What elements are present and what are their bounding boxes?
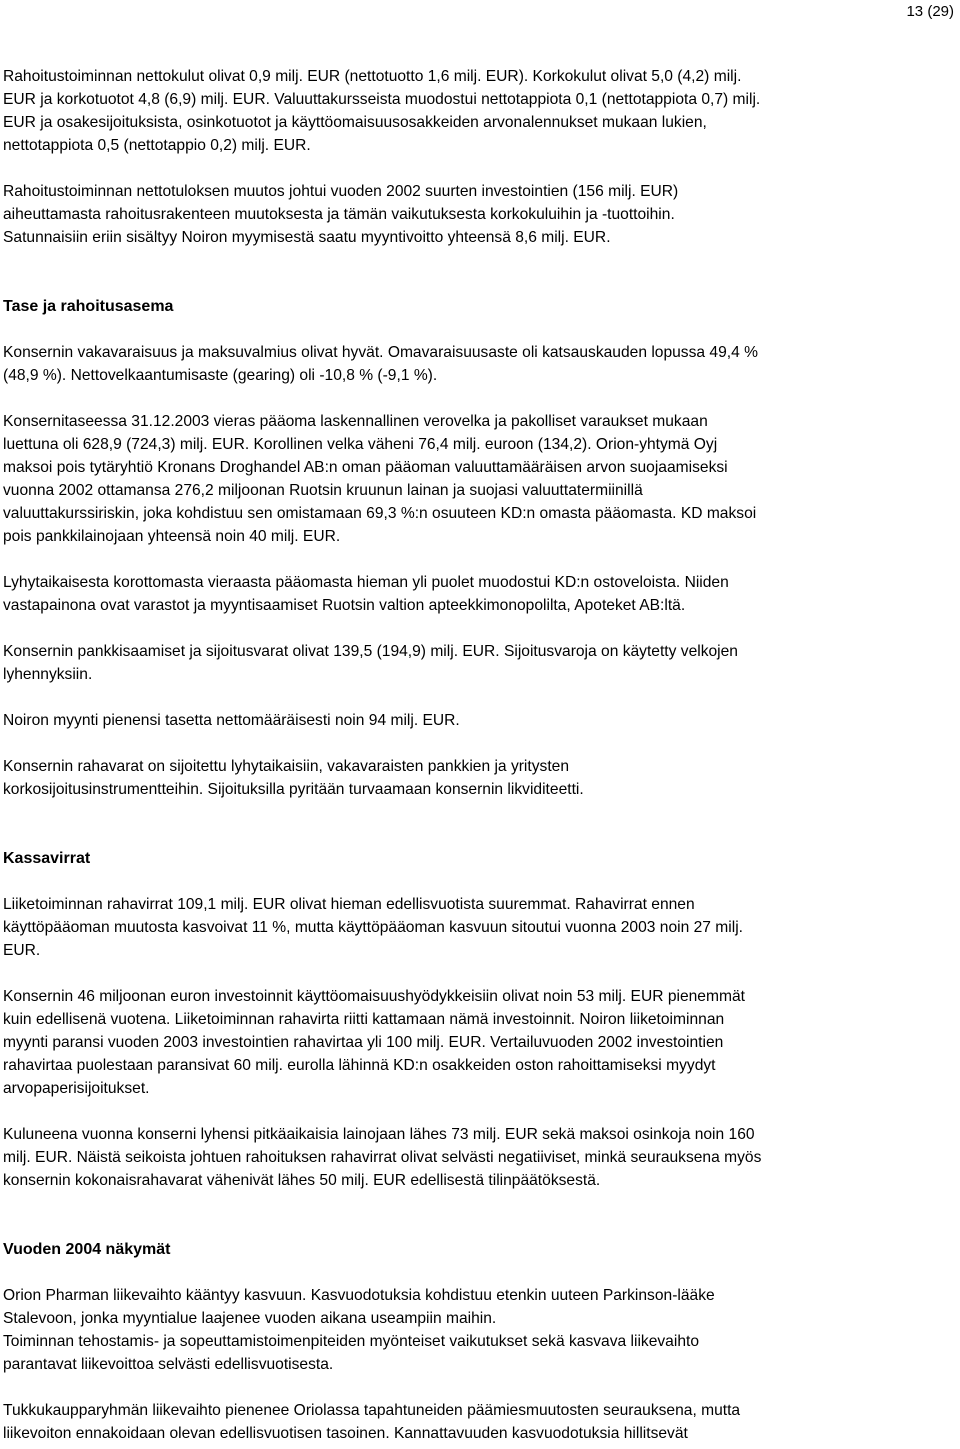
paragraph-noiro-sale: Noiron myynti pienensi tasetta nettomääräisesti noin 94 milj. EUR. [3, 712, 460, 729]
paragraph-solvency: Konsernin vakavaraisuus ja maksuvalmius olivat hyvät. Omavaraisuusaste oli katsauskauden lopussa 49,4 % (48,9 %). Nettovelkaantumisaste (gearing) oli -10,8 % (-9,1 %). [3, 344, 758, 384]
paragraph-wholesale-outlook: Tukkukaupparyhmän liikevaihto pienenee Oriolassa tapahtuneiden päämiesmuutosten seurauksena, mutta liikevoiton ennakoidaan olevan edellisvuotisen tasoinen. Kannattavuuden kasvuodotuksia hillitsevät [3, 1402, 741, 1442]
spacer [3, 272, 953, 295]
spacer [3, 824, 953, 847]
paragraph-net-result-change: Rahoitustoiminnan nettotuloksen muutos johtui vuoden 2002 suurten investointien (156 milj. EUR) aiheuttamasta rahoitusrakenteen muutoksesta ja tämän vaikutuksesta korkokuluihin ja -tuottoihin. Satunnaisiin eriin sisältyy Noiron myymisestä saatu myyntivoitto yhteensä 8,6 milj. EUR. [3, 183, 679, 246]
paragraph-operating-cash-flow: Liiketoiminnan rahavirrat 109,1 milj. EUR olivat hieman edellisvuotista suuremmat. Rahavirrat ennen käyttöpääoman muutosta kasvoivat 11 %, mutta käyttöpääoman kasvuun sitoutui vuonna 2003 noin 27 milj. EUR. [3, 896, 743, 959]
paragraph-liabilities: Konsernitaseessa 31.12.2003 vieras pääoma laskennallinen verovelka ja pakolliset varaukset mukaan luettuna oli 628,9 (724,3) milj. EUR. Korollinen velka väheni 76,4 milj. euroon (134,2). Orion-yhtymä Oyj maksoi pois tytäryhtiö Kronans Droghandel AB:n oman pääoman valuuttamääräisen arvon suojaamiseksi vuonna 2002 ottamansa 276,2 miljoonan Ruotsin kruunun lainan ja suojasi valuuttatermiinillä valuuttakurssiriskin, joka kohdistuu sen omistamaan 69,3 %:n osuuteen KD:n omasta pääomasta. KD maksoi pois pankkilainojaan yhteensä noin 40 milj. EUR. [3, 413, 757, 545]
paragraph-financing-cash-flow: Kuluneena vuonna konserni lyhensi pitkäaikaisia lainojaan lähes 73 milj. EUR sekä maksoi osinkoja noin 160 milj. EUR. Näistä seikoista johtuen rahoituksen rahavirrat olivat selvästi negatiiviset, minkä seurauksena myös konsernin kokonaisrahavarat vähenivät lähes 50 milj. EUR edellisestä tilinpäätöksestä. [3, 1126, 762, 1189]
paragraph-cash-investments: Konsernin rahavarat on sijoitettu lyhytaikaisiin, vakavaraisten pankkien ja yritysten korkosijoitusinstrumentteihin. Sijoituksilla pyritään turvaamaan konsernin likviditeetti. [3, 758, 584, 798]
paragraph-bank-receivables: Konsernin pankkisaamiset ja sijoitusvarat olivat 139,5 (194,9) milj. EUR. Sijoitusvaroja on käytetty velkojen lyhennyksiin. [3, 643, 738, 683]
document-body [3, 65, 953, 1445]
paragraph-orion-pharma-outlook: Orion Pharman liikevaihto kääntyy kasvuun. Kasvuodotuksia kohdistuu etenkin uuteen Parkinson-lääke Stalevoon, jonka myyntialue laajenee vuoden aikana useampiin maihin. Toiminnan tehostamis- ja sopeuttamistoimenpiteiden myönteiset vaikutukset sekä kasvava liikevaihto parantavat liikevoittoa selvästi edellisvuotisesta. [3, 1287, 715, 1373]
heading-balance-sheet: Tase ja rahoitusasema [3, 298, 174, 315]
paragraph-financial-costs: Rahoitustoiminnan nettokulut olivat 0,9 milj. EUR (nettotuotto 1,6 milj. EUR). Korkokulut olivat 5,0 (4,2) milj. EUR ja korkotuotot 4,8 (6,9) milj. EUR. Valuuttakursseista muodostui nettotappiota 0,1 (nettotappiota 0,7) milj. EUR ja osakesijoituksista, osinkotuotot ja käyttöomaisuusosakkeiden arvonalennukset mukaan lukien, nettotappiota 0,5 (nettotappio 0,2) milj. EUR. [3, 68, 761, 154]
heading-outlook-2004: Vuoden 2004 näkymät [3, 1241, 171, 1258]
paragraph-investments: Konsernin 46 miljoonan euron investoinnit käyttöomaisuushyödykkeisiin olivat noin 53 milj. EUR pienemmät kuin edellisenä vuotena. Liiketoiminnan rahavirta riitti kattamaan nämä investoinnit. Noiron liiketoiminnan myynti paransi vuoden 2003 investointien rahavirtaa yli 100 milj. EUR. Vertailuvuoden 2002 investointien rahavirtaa puolestaan paransivat 60 milj. eurolla lähinnä KD:n osakkeiden oston rahoittamiseksi myydyt arvopaperisijoitukset. [3, 988, 745, 1097]
page-number: 13 (29) [906, 3, 954, 20]
paragraph-short-term-debt: Lyhytaikaisesta korottomasta vieraasta pääomasta hieman yli puolet muodostui KD:n ostoveloista. Niiden vastapainona ovat varastot ja myyntisaamiset Ruotsin valtion apteekkimonopolilta, Apoteket AB:ltä. [3, 574, 729, 614]
spacer [3, 1215, 953, 1238]
heading-cash-flows: Kassavirrat [3, 850, 91, 867]
